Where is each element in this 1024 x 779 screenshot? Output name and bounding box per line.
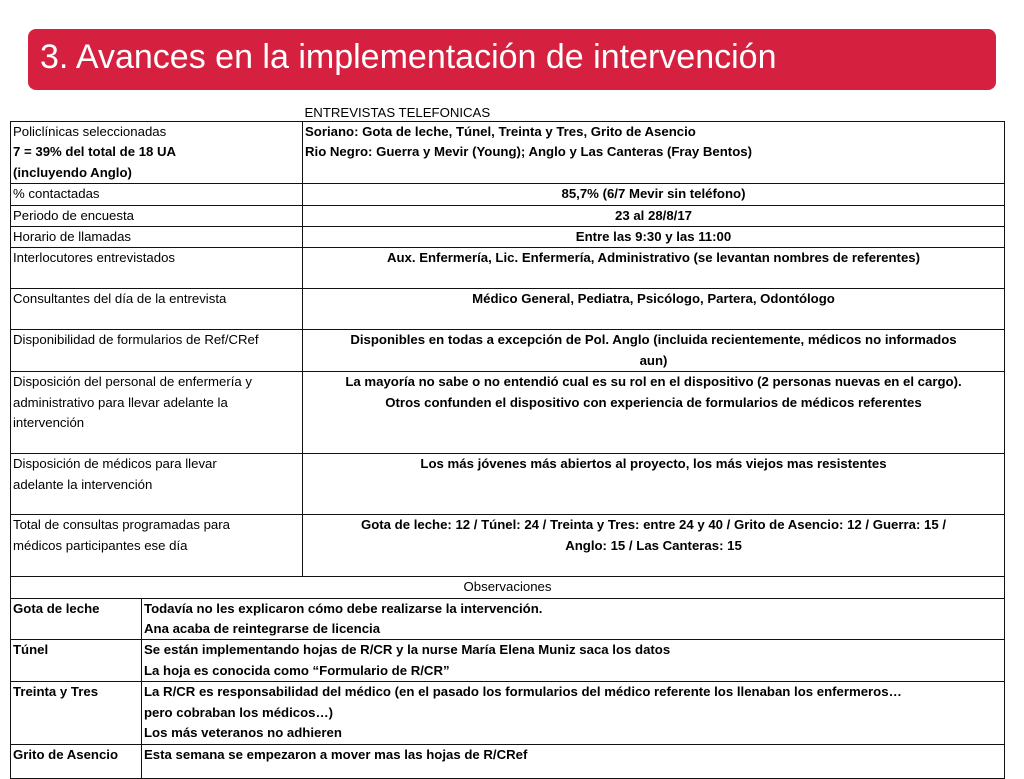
row-label: Total de consultas programadas para médicos participantes ese día <box>11 515 303 577</box>
table-header: ENTREVISTAS TELEFONICAS <box>303 104 1005 122</box>
interviews-table <box>10 104 1005 779</box>
table-row <box>11 205 1005 226</box>
table-row <box>11 248 1005 289</box>
observation-row <box>11 744 1005 778</box>
row-value: Los más jóvenes más abiertos al proyecto, los más viejos mas resistentes <box>303 454 1005 515</box>
observation-name: Treinta y Tres <box>11 682 142 744</box>
observation-row <box>11 682 1005 744</box>
table-row <box>11 454 1005 515</box>
observations-header-row <box>11 577 1005 598</box>
table-row <box>11 184 1005 205</box>
observation-row <box>11 640 1005 682</box>
row-value: Soriano: Gota de leche, Túnel, Treinta y Tres, Grito de Asencio Rio Negro: Guerra y Mevir (Young); Anglo y Las Canteras (Fray Bentos) <box>303 122 1005 184</box>
row-label: Disposición del personal de enfermería y administrativo para llevar adelante la intervención <box>11 372 303 454</box>
row-value: 85,7% (6/7 Mevir sin teléfono) <box>303 184 1005 205</box>
row-value: Disponibles en todas a excepción de Pol. Anglo (incluida recientemente, médicos no informados aun) <box>303 330 1005 372</box>
table-row <box>11 289 1005 330</box>
observation-name: Grito de Asencio <box>11 744 142 778</box>
row-value: Médico General, Pediatra, Psicólogo, Partera, Odontólogo <box>303 289 1005 330</box>
observation-text: Todavía no les explicaron cómo debe realizarse la intervención. Ana acaba de reintegrarse de licencia <box>142 598 1005 640</box>
row-value: 23 al 28/8/17 <box>303 205 1005 226</box>
row-value: Entre las 9:30 y las 11:00 <box>303 227 1005 248</box>
table-row <box>11 122 1005 184</box>
row-label: Consultantes del día de la entrevista <box>11 289 303 330</box>
row-label: Disponibilidad de formularios de Ref/CRef <box>11 330 303 372</box>
row-label: Disposición de médicos para llevar adelante la intervención <box>11 454 303 515</box>
row-value: La mayoría no sabe o no entendió cual es su rol en el dispositivo (2 personas nuevas en el cargo). Otros confunden el dispositivo con experiencia de formularios de médicos referentes <box>303 372 1005 454</box>
row-value: Aux. Enfermería, Lic. Enfermería, Administrativo (se levantan nombres de referentes) <box>303 248 1005 289</box>
table-row <box>11 372 1005 454</box>
row-label: Periodo de encuesta <box>11 205 303 226</box>
slide-title: 3. Avances en la implementación de intervención <box>40 38 777 76</box>
row-label: % contactadas <box>11 184 303 205</box>
row-value: Gota de leche: 12 / Túnel: 24 / Treinta y Tres: entre 24 y 40 / Grito de Asencio: 12 / Guerra: 15 / Anglo: 15 / Las Canteras: 15 <box>303 515 1005 577</box>
row-label: Policlínicas seleccionadas 7 = 39% del total de 18 UA (incluyendo Anglo) <box>11 122 303 184</box>
observation-name: Túnel <box>11 640 142 682</box>
observation-row <box>11 598 1005 640</box>
observation-text: La R/CR es responsabilidad del médico (en el pasado los formularios del médico referente los llenaban los enfermeros… pero cobraban los médicos…) Los más veteranos no adhieren <box>142 682 1005 744</box>
slide-title-bar <box>28 29 996 90</box>
observation-text: Se están implementando hojas de R/CR y la nurse María Elena Muniz saca los datos La hoja es conocida como “Formulario de R/CR” <box>142 640 1005 682</box>
table-row <box>11 330 1005 372</box>
row-label: Interlocutores entrevistados <box>11 248 303 289</box>
observation-text: Esta semana se empezaron a mover mas las hojas de R/CRef <box>142 744 1005 778</box>
table-row <box>11 515 1005 577</box>
observation-name: Gota de leche <box>11 598 142 640</box>
table-row <box>11 227 1005 248</box>
observations-header: Observaciones <box>11 577 1005 598</box>
row-label: Horario de llamadas <box>11 227 303 248</box>
